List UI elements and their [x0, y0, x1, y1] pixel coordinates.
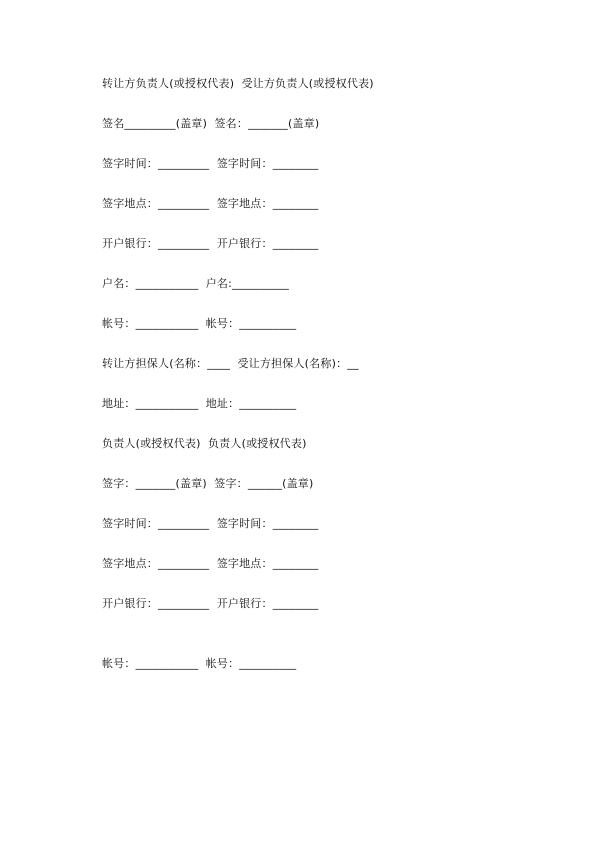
account-number-line-1: 帐号：___________ 帐号：__________ — [102, 317, 297, 330]
account-name-line: 户名：___________ 户名:__________ — [102, 277, 289, 290]
signing-place-line-2: 签字地点：_________ 签字地点：________ — [102, 557, 319, 570]
signing-time-line-2: 签字时间：_________ 签字时间：________ — [102, 517, 319, 530]
address-line: 地址：___________ 地址：__________ — [102, 397, 297, 410]
guarantor-name-line: 转让方担保人(名称：____ 受让方担保人(名称)：__ — [102, 357, 359, 370]
signature-seal-line-2: 签字：_______(盖章) 签字：______(盖章) — [102, 477, 314, 490]
signature-seal-line-1: 签名_________(盖章) 签名：_______(盖章) — [102, 117, 320, 130]
bank-line-2: 开户银行：_________ 开户银行：________ — [102, 597, 319, 610]
signing-time-line-1: 签字时间：_________ 签字时间：________ — [102, 157, 319, 170]
signing-place-line-1: 签字地点：_________ 签字地点：________ — [102, 197, 319, 210]
account-number-line-2: 帐号：___________ 帐号：__________ — [102, 657, 297, 670]
guarantor-representative-heading: 负责人(或授权代表) 负责人(或授权代表) — [102, 437, 307, 450]
transferor-transferee-representative-heading: 转让方负责人(或授权代表) 受让方负责人(或授权代表) — [102, 77, 374, 90]
bank-line-1: 开户银行：_________ 开户银行：________ — [102, 237, 319, 250]
